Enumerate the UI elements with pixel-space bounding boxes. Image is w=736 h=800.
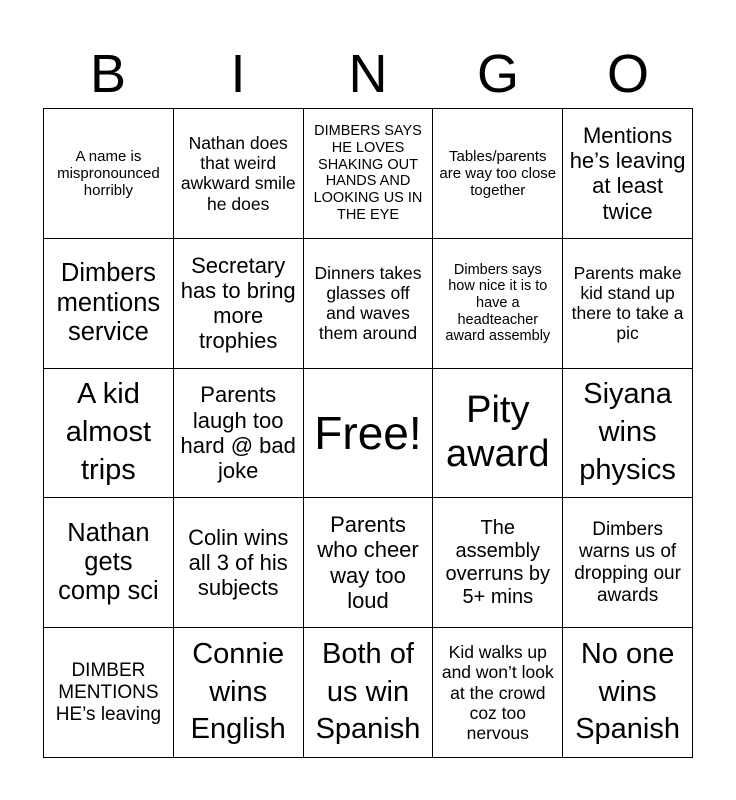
bingo-cell-text: Mentions he’s leaving at least twice [569,122,686,224]
bingo-cell-text: DIMBERS SAYS HE LOVES SHAKING OUT HANDS AND LOOKING US IN THE EYE [313,123,423,223]
bingo-cell[interactable] [563,109,693,239]
bingo-cell[interactable] [44,239,174,369]
bingo-cell-text: Parents make kid stand up there to take a pic [571,262,684,344]
bingo-cell[interactable] [44,369,174,499]
bingo-board [43,108,693,758]
header-letter-i: I [230,44,246,104]
free-space-text: Free! [314,406,422,459]
bingo-cell-text: Both of us win Spanish [315,638,421,746]
header-letter-b: B [89,44,127,104]
bingo-cell[interactable] [563,239,693,369]
bingo-cell-text: Dimbers mentions service [56,259,161,346]
bingo-cell-text: Tables/parents are way too close together [439,147,557,200]
bingo-cell[interactable] [433,369,563,499]
bingo-cell-text: Connie wins English [190,638,286,746]
bingo-cell[interactable] [304,498,434,628]
bingo-cell[interactable] [44,109,174,239]
bingo-cell-text: Dinners takes glasses off and waves them around [314,262,422,344]
bingo-cell-text: Nathan gets comp sci [58,518,159,606]
bingo-cell[interactable] [304,628,434,758]
bingo-cell-text: Dimbers says how nice it is to have a headteacher award assembly [445,261,551,345]
bingo-cell-text: Dimbers warns us of dropping our awards [574,519,681,606]
bingo-cell[interactable] [433,628,563,758]
bingo-cell[interactable] [174,109,304,239]
bingo-cell[interactable] [433,109,563,239]
bingo-cell-text: Parents who cheer way too loud [317,512,419,614]
bingo-cell[interactable] [174,498,304,628]
bingo-cell-text: A kid almost trips [65,378,152,486]
bingo-cell-text: Colin wins all 3 of his subjects [188,524,289,601]
bingo-cell-text: Secretary has to bring more trophies [180,252,296,354]
header-letter-o: O [606,44,649,104]
bingo-cell[interactable] [433,498,563,628]
bingo-cell[interactable] [44,628,174,758]
bingo-cell-text: A name is mispronounced horribly [57,147,160,200]
bingo-cell[interactable] [563,498,693,628]
bingo-cell-text: Kid walks up and won’t look at the crowd coz too nervous [441,642,554,743]
bingo-cell-text: Siyana wins physics [579,378,676,486]
bingo-cell[interactable] [563,628,693,758]
free-space-cell[interactable] [304,369,434,499]
bingo-cell[interactable] [174,369,304,499]
header-letter-n: N [348,44,388,104]
bingo-cell-text: Parents laugh too hard @ bad joke [180,382,296,484]
bingo-cell-text: DIMBER MENTIONS HE’s leaving [55,659,162,725]
header-letter-g: G [476,44,519,104]
bingo-cell[interactable] [44,498,174,628]
bingo-cell[interactable] [304,109,434,239]
bingo-cell[interactable] [304,239,434,369]
bingo-cell-text: Pity award [446,389,550,475]
bingo-header [43,40,693,108]
bingo-cell-text: Nathan does that weird awkward smile he does [180,133,296,214]
bingo-cell[interactable] [563,369,693,499]
bingo-cell-text: The assembly overruns by 5+ mins [445,516,551,608]
bingo-cell[interactable] [174,239,304,369]
bingo-cell-text: No one wins Spanish [575,638,680,746]
bingo-cell[interactable] [174,628,304,758]
bingo-cell[interactable] [433,239,563,369]
